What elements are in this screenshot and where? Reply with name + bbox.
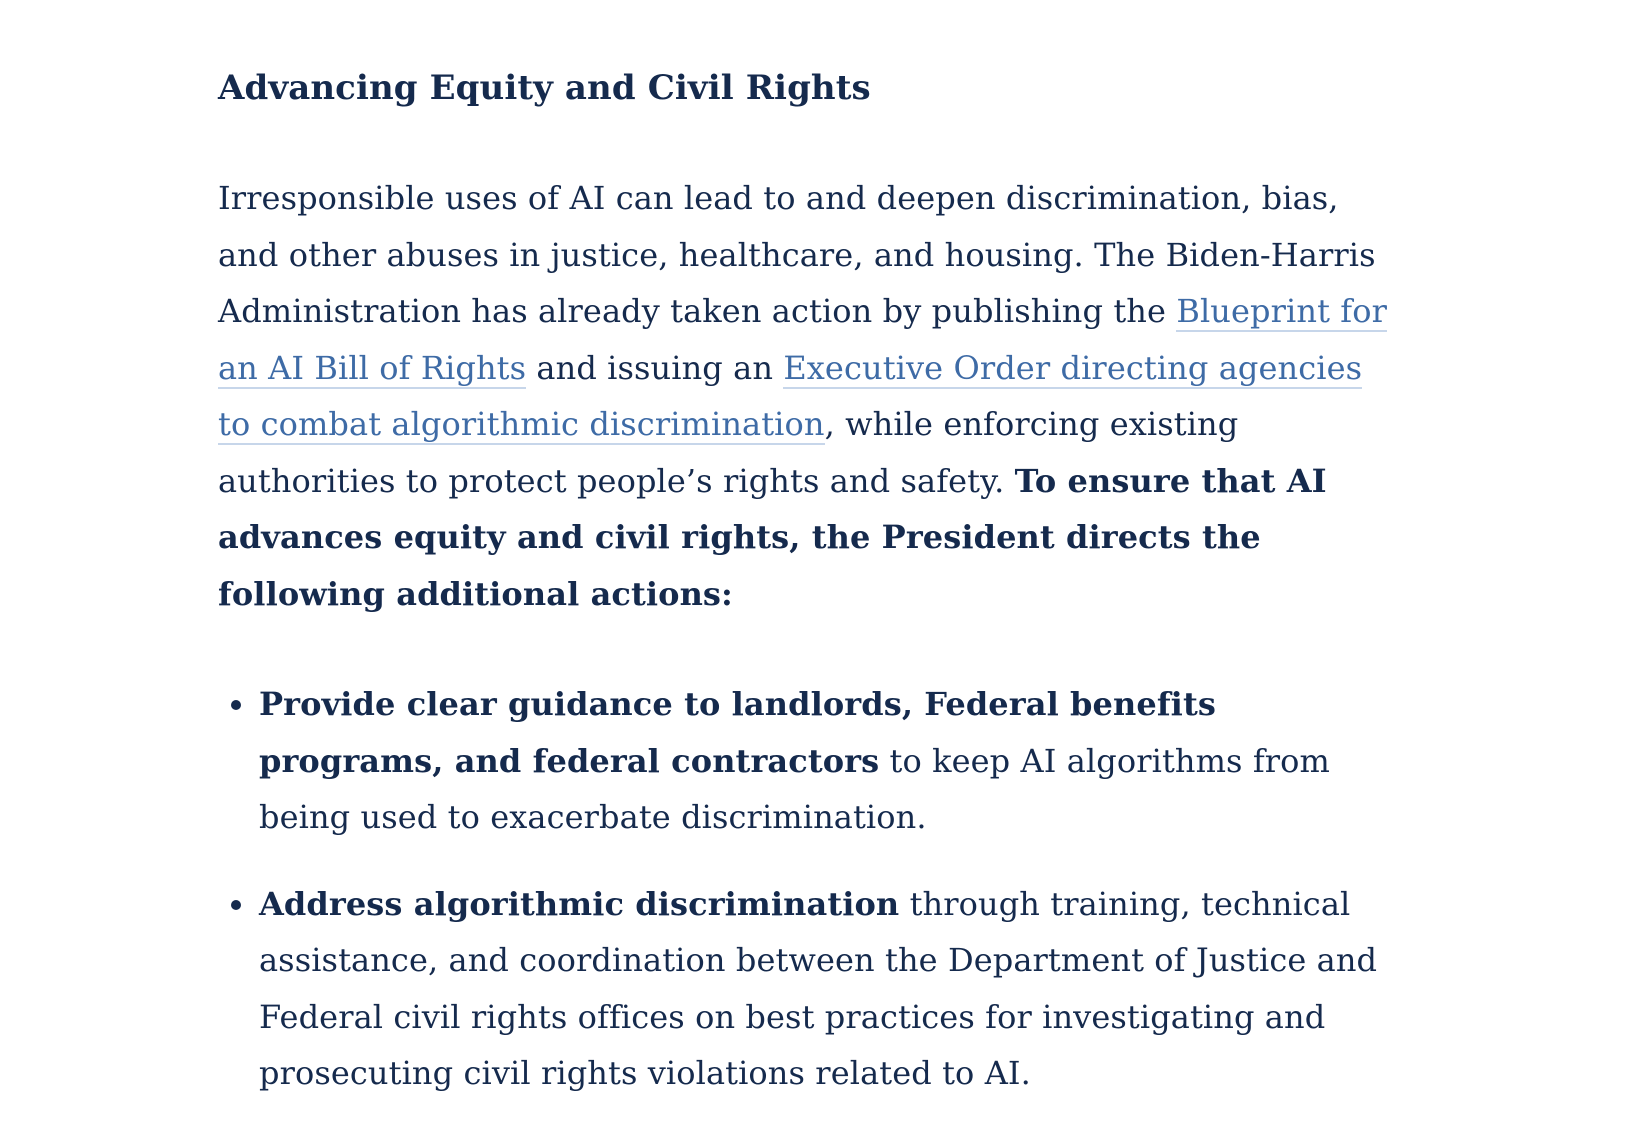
paragraph-bold-directive: To ensure that AI advances equity and civil rights, the President directs the following additional actions: bbox=[218, 461, 1327, 613]
paragraph-text-connector: and issuing an bbox=[526, 348, 784, 387]
action-body-text: to keep AI algorithms from being used to exacerbate discrimination. bbox=[259, 741, 1330, 836]
action-bold-text: Provide clear guidance to landlords, Federal benefits programs, and federal contractors bbox=[259, 685, 1216, 780]
intro-paragraph bbox=[218, 170, 1398, 622]
action-item-landlord-guidance bbox=[218, 676, 1398, 846]
action-body-text: through training, technical assistance, and coordination between the Department of Justice and Federal civil rights offices on best practices for investigating and prosecuting civil rights violations related to AI. bbox=[259, 884, 1378, 1092]
article-content bbox=[218, 66, 1398, 1132]
paragraph-text-enforcement: , while enforcing existing authorities to protect people’s rights and safety. bbox=[218, 405, 1239, 500]
action-item-algorithmic-discrimination bbox=[218, 876, 1398, 1102]
action-bold-text: Address algorithmic discrimination bbox=[259, 884, 900, 923]
executive-order-link[interactable]: Executive Order directing agencies to combat algorithmic discrimination bbox=[218, 348, 1363, 443]
section-heading: Advancing Equity and Civil Rights bbox=[218, 68, 871, 108]
blueprint-ai-bill-of-rights-link[interactable]: Blueprint for an AI Bill of Rights bbox=[218, 292, 1388, 387]
actions-list bbox=[218, 676, 1398, 1102]
bullet-marker bbox=[231, 900, 241, 910]
bullet-marker bbox=[231, 700, 241, 710]
paragraph-text-intro: Irresponsible uses of AI can lead to and deepen discrimination, bias, and other abuses in justice, healthcare, and housing. The Biden-Harris Administration has already taken action by publishing the bbox=[218, 179, 1376, 330]
